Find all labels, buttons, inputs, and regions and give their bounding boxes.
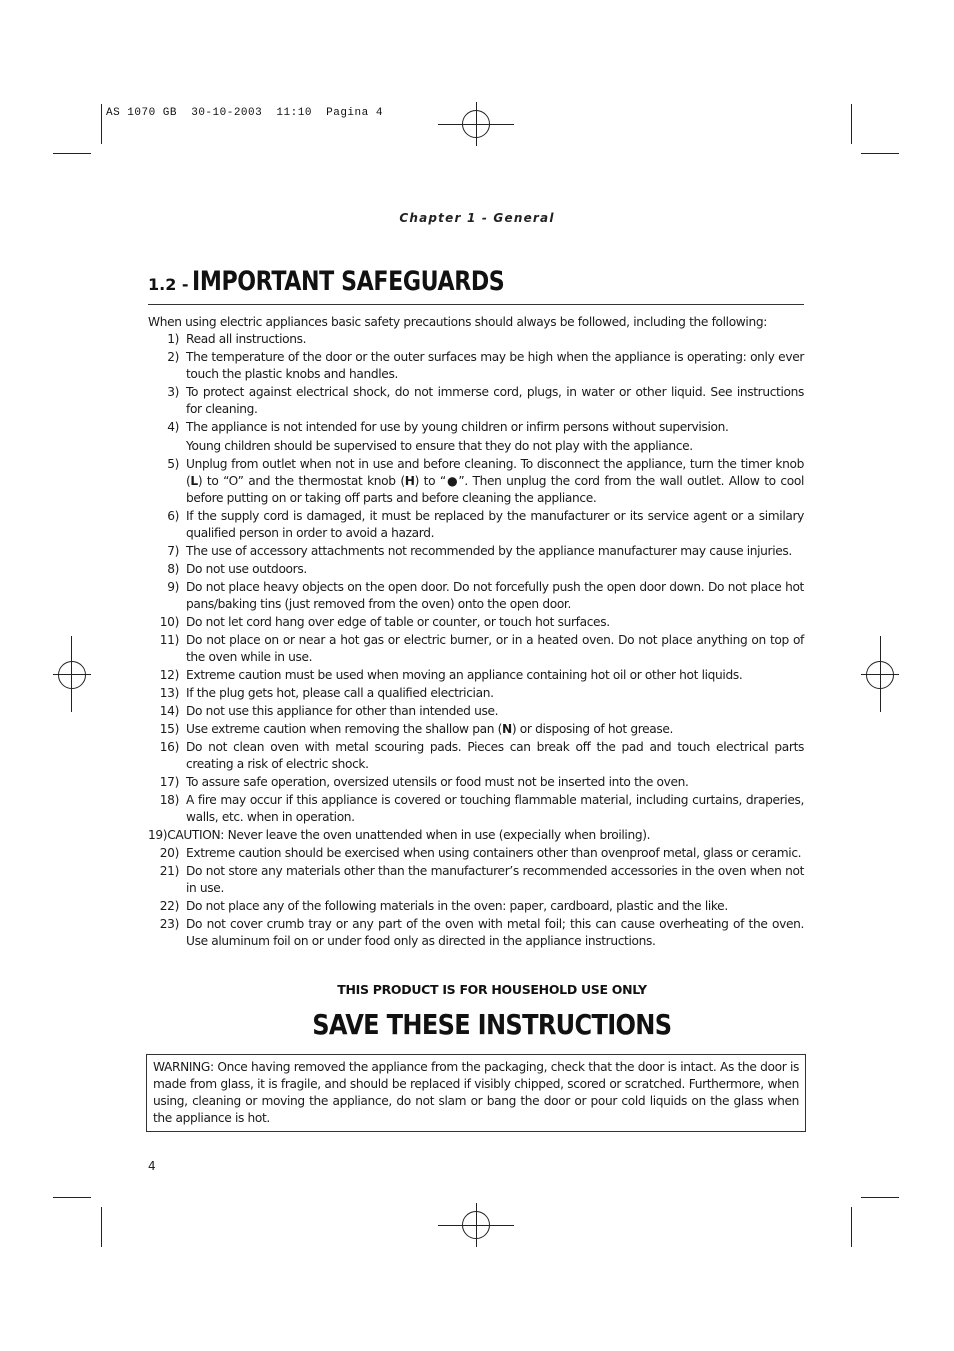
- list-item-number: 3): [167, 385, 179, 399]
- crop-mark: [861, 1197, 899, 1198]
- household-notice: THIS PRODUCT IS FOR HOUSEHOLD USE ONLY: [337, 982, 647, 997]
- knob-letter: H: [404, 474, 415, 488]
- list-item-number: 17): [159, 775, 179, 789]
- text-fragment: ) to “●”. Then unplug the cord from the wall outlet. Allow to cool before putting on or taking off parts and before cleaning the appliance.: [186, 474, 804, 505]
- list-item: [148, 614, 804, 631]
- chapter-header: Chapter 1 - General: [399, 211, 555, 225]
- warning-box: WARNING: Once having removed the appliance from the packaging, check that the door is intact. As the door is made from glass, it is fragile, and should be replaced if visibly chipped, scored or scratched. Furthermore, when using, cleaning or moving the appliance, do not slam or bang the door or pour cold liquids on the glass when the appliance is hot.: [146, 1054, 806, 1132]
- text-fragment: Unplug from outlet when not in use and before cleaning. To disconnect the appliance, turn the timer knob (: [186, 457, 804, 488]
- list-item-number: 1): [167, 332, 179, 346]
- crop-mark: [101, 1207, 102, 1247]
- list-item-number: 21): [159, 864, 179, 878]
- list-item: [148, 898, 804, 915]
- crop-mark: [101, 104, 102, 144]
- list-item-text: Do not store any materials other than the manufacturer’s recommended accessories in the oven when not in use.: [186, 864, 804, 895]
- list-item-number: 19): [148, 828, 168, 842]
- list-item: [148, 845, 804, 862]
- list-item: [148, 456, 804, 507]
- list-item-number: 7): [167, 544, 179, 558]
- list-item-text: CAUTION: Never leave the oven unattended when in use (expecially when broiling).: [167, 828, 651, 842]
- list-item: [148, 579, 804, 613]
- list-item-text: If the supply cord is damaged, it must be replaced by the manufacturer or its service agent or a similary qualified person in order to avoid a hazard.: [186, 509, 804, 540]
- crop-mark: [851, 1207, 852, 1247]
- save-heading-text: SAVE THESE INSTRUCTIONS: [312, 1008, 672, 1041]
- print-slug: AS 1070 GB 30-10-2003 11:10 Pagina 4: [106, 107, 383, 119]
- knob-letter: N: [502, 722, 512, 736]
- list-item-number: 12): [159, 668, 179, 682]
- list-item-number: 10): [159, 615, 179, 629]
- list-item-text: Do not use this appliance for other than intended use.: [186, 704, 499, 718]
- safeguards-content: [148, 314, 804, 951]
- knob-letter: L: [190, 474, 198, 488]
- list-item: [148, 419, 804, 455]
- list-item-text: The use of accessory attachments not recommended by the appliance manufacturer may cause injuries.: [186, 544, 792, 558]
- list-item-text: Extreme caution must be used when moving an appliance containing hot oil or other hot liquids.: [186, 668, 743, 682]
- list-item: [148, 792, 804, 826]
- list-item-number: 9): [167, 580, 179, 594]
- list-item-number: 13): [159, 686, 179, 700]
- crop-mark: [53, 1197, 91, 1198]
- list-item: [148, 349, 804, 383]
- crop-mark: [53, 153, 91, 154]
- list-item: [148, 331, 804, 348]
- list-item-number: 22): [159, 899, 179, 913]
- list-item: [148, 667, 804, 684]
- text-fragment: Use extreme caution when removing the shallow pan (: [186, 722, 503, 736]
- list-item-text: To assure safe operation, oversized utensils or food must not be inserted into the oven.: [186, 775, 689, 789]
- list-item-number: 20): [159, 846, 179, 860]
- list-item: [148, 863, 804, 897]
- list-item-text: The temperature of the door or the outer surfaces may be high when the appliance is operating: only ever touch the plastic knobs and handles.: [186, 350, 804, 381]
- list-item-text: Do not let cord hang over edge of table or counter, or touch hot surfaces.: [186, 615, 610, 629]
- list-item: [148, 508, 804, 542]
- list-item: [148, 561, 804, 578]
- list-item-number: 14): [159, 704, 179, 718]
- save-instructions-heading: [0, 1008, 954, 1041]
- list-item-text: Read all instructions.: [186, 332, 307, 346]
- list-item-number: 6): [167, 509, 179, 523]
- intro-text: When using electric appliances basic safety precautions should always be followed, including the following:: [148, 315, 767, 329]
- crop-mark: [851, 104, 852, 144]
- list-item-text: Do not place on or near a hot gas or electric burner, or in a heated oven. Do not place anything on top of the oven while in use.: [186, 633, 804, 664]
- list-item-extra-text: Young children should be supervised to ensure that they do not play with the appliance.: [186, 439, 693, 453]
- list-item-text: Do not place any of the following materials in the oven: paper, cardboard, plastic and the like.: [186, 899, 728, 913]
- list-item: [148, 774, 804, 791]
- list-item: [148, 685, 804, 702]
- list-item-number: 8): [167, 562, 179, 576]
- list-item-text: If the plug gets hot, please call a qualified electrician.: [186, 686, 494, 700]
- list-item-text: Do not place heavy objects on the open door. Do not forcefully push the open door down. Do not place hot pans/baking tins (just removed from the oven) onto the open door.: [186, 580, 804, 611]
- list-item-text: [186, 721, 804, 738]
- safeguards-list: [148, 331, 804, 950]
- crop-mark: [861, 153, 899, 154]
- list-item-number: 4): [167, 420, 179, 434]
- list-item: [148, 632, 804, 666]
- list-item: [148, 916, 804, 950]
- list-item-text: Do not cover crumb tray or any part of the oven with metal foil; this can cause overheating of the oven. Use aluminum foil on or under food only as directed in the appliance instructions.: [186, 917, 804, 948]
- list-item-number: 11): [159, 633, 179, 647]
- list-item-text: The appliance is not intended for use by young children or infirm persons without supervision.: [186, 420, 729, 434]
- list-item-text: Do not use outdoors.: [186, 562, 307, 576]
- list-item-number: 15): [159, 722, 179, 736]
- list-item-number: 18): [159, 793, 179, 807]
- list-item-text: To protect against electrical shock, do not immerse cord, plugs, in water or other liquid. See instructions for cleaning.: [186, 385, 804, 416]
- list-item: [148, 703, 804, 720]
- section-number: 1.2 -: [148, 275, 189, 294]
- section-title: IMPORTANT SAFEGUARDS: [191, 266, 504, 297]
- list-item-number: 2): [167, 350, 179, 364]
- text-fragment: ) to “O” and the thermostat knob (: [197, 474, 405, 488]
- list-item-text: [186, 456, 804, 507]
- list-item-number: 23): [159, 917, 179, 931]
- list-item: [148, 739, 804, 773]
- list-item-text: Do not clean oven with metal scouring pads. Pieces can break off the pad and touch electrical parts creating a risk of electric shock.: [186, 740, 804, 771]
- list-item-number: 16): [159, 740, 179, 754]
- page-number: 4: [148, 1159, 156, 1173]
- list-item: [148, 827, 804, 844]
- list-item: [148, 384, 804, 418]
- list-item: [148, 721, 804, 738]
- list-item-text: A fire may occur if this appliance is covered or touching flammable material, including curtains, draperies, walls, etc. when in operation.: [186, 793, 804, 824]
- text-fragment: ) or disposing of hot grease.: [511, 722, 674, 736]
- list-item: [148, 543, 804, 560]
- section-heading: [148, 266, 804, 305]
- list-item-text: Extreme caution should be exercised when using containers other than ovenproof metal, glass or ceramic.: [186, 846, 802, 860]
- list-item-number: 5): [167, 457, 179, 471]
